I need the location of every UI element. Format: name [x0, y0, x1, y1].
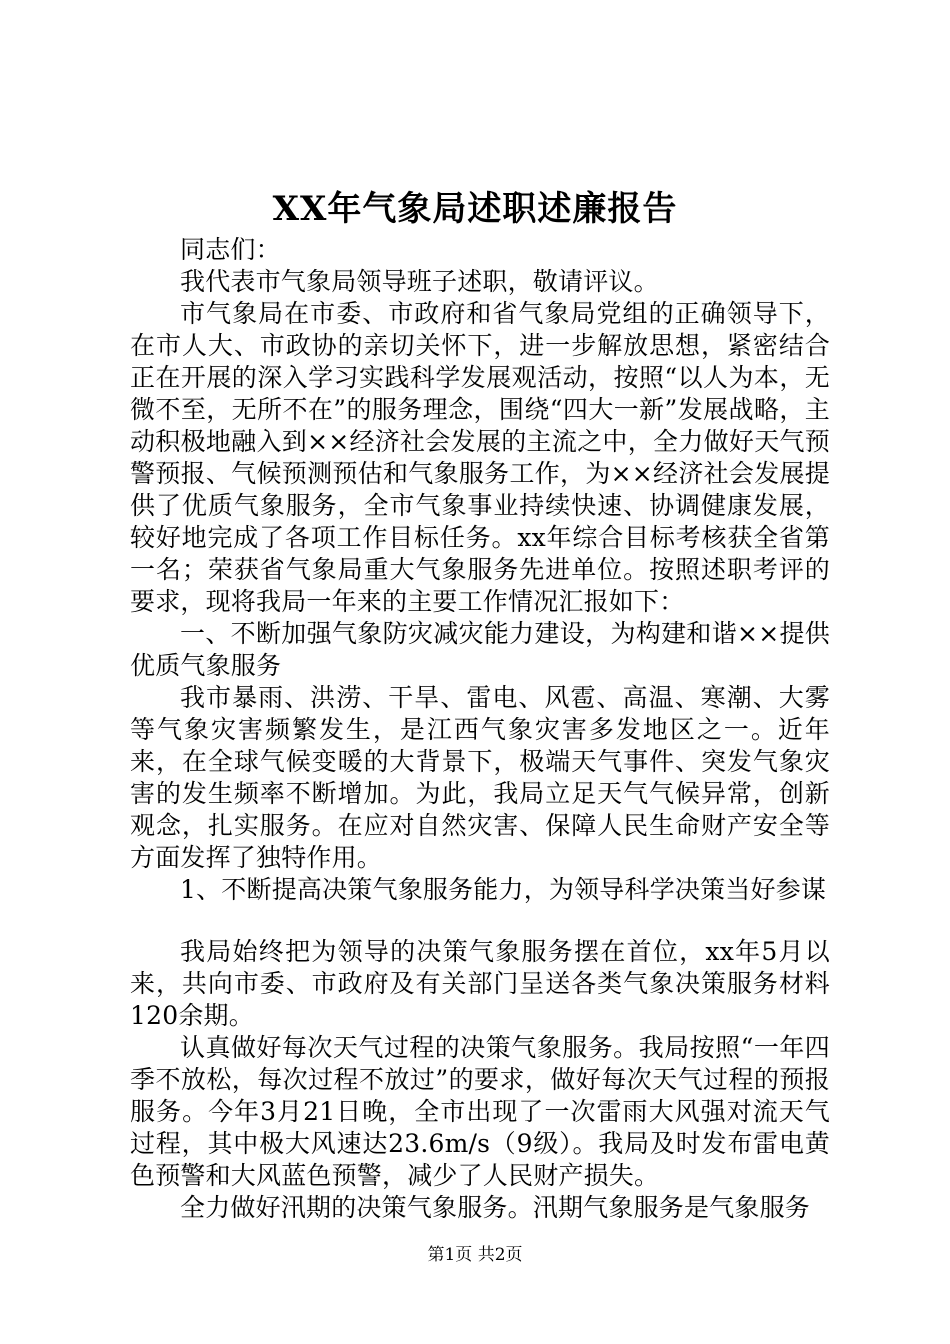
- weather-process-paragraph: 认真做好每次天气过程的决策气象服务。我局按照“一年四季不放松，每次过程不放过”的要求，做好每次天气过程的预报服务。今年3月21日晚，全市出现了一次雷雨大风强对流天气过程，其中极大风速达23.6m/s（9级）。我局及时发布雷电黄色预警和大风蓝色预警，减少了人民财产损失。: [130, 1033, 830, 1190]
- document-title: XX年气象局述职述廉报告: [272, 189, 678, 229]
- section-heading-1: 一、不断加强气象防灾减灾能力建设，为构建和谐××提供优质气象服务: [130, 619, 830, 680]
- flood-season-paragraph: 全力做好汛期的决策气象服务。汛期气象服务是气象服务: [180, 1193, 811, 1222]
- overview-paragraph: 市气象局在市委、市政府和省气象局党组的正确领导下，在市人大、市政协的亲切关怀下，进一步解放思想，紧密结合正在开展的深入学习实践科学发展观活动，按照“以人为本，无微不至，无所不在”的服务理念，围绕“四大一新”发展战略，主动积极地融入到××经济社会发展的主流之中，全力做好天气预警预报、气候预测预估和气象服务工作，为××经济社会发展提供了优质气象服务，全市气象事业持续快速、协调健康发展，较好地完成了各项工作目标任务。xx年综合目标考核获全省第一名；荣获省气象局重大气象服务先进单位。按照述职考评的要求，现将我局一年来的主要工作情况汇报如下：: [130, 299, 830, 616]
- subsection-heading-1: 1、不断提高决策气象服务能力，为领导科学决策当好参谋: [180, 875, 827, 904]
- disaster-paragraph: 我市暴雨、洪涝、干旱、雷电、风雹、高温、寒潮、大雾等气象灾害频繁发生，是江西气象灾害多发地区之一。近年来，在全球气候变暖的大背景下，极端天气事件、突发气象灾害的发生频率不断增加。为此，我局立足天气气候异常，创新观念，扎实服务。在应对自然灾害、保障人民生命财产安全等方面发挥了独特作用。: [130, 683, 830, 872]
- decision-service-paragraph: 我局始终把为领导的决策气象服务摆在首位，xx年5月以来，共向市委、市政府及有关部门呈送各类气象决策服务材料120余期。: [130, 937, 830, 1030]
- salutation-paragraph: 同志们：: [180, 235, 281, 264]
- document-body: [130, 234, 830, 1224]
- page-number-footer: 第1页 共2页: [427, 1245, 523, 1265]
- intro-paragraph: 我代表市气象局领导班子述职，敬请评议。: [180, 267, 659, 296]
